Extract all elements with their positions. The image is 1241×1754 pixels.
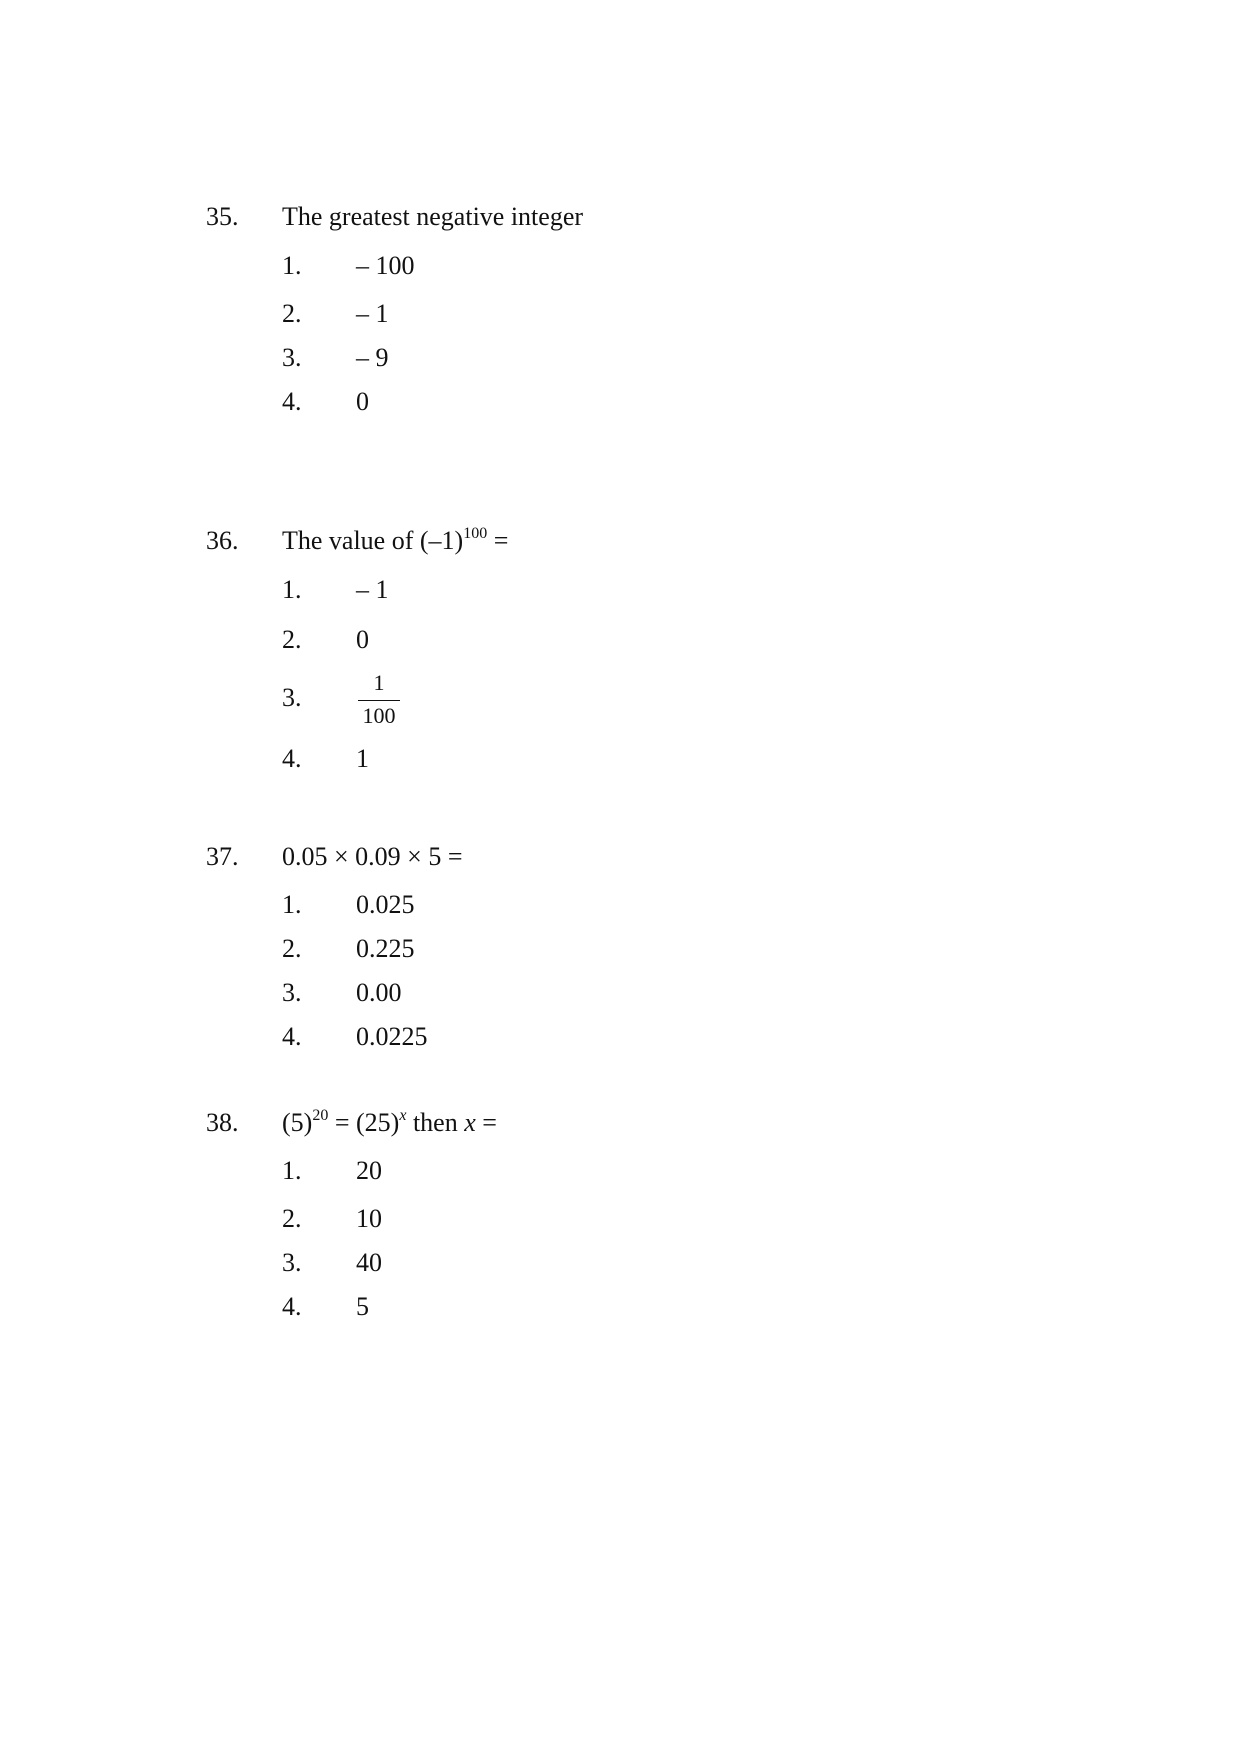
option-number: 3. — [282, 978, 302, 1007]
option-number: 3. — [282, 1248, 302, 1277]
fraction-numerator: 1 — [373, 670, 385, 695]
exponent: x — [399, 1107, 407, 1124]
option-value: 0.0225 — [356, 1022, 428, 1051]
option-number: 2. — [282, 299, 302, 328]
option-number: 3. — [282, 683, 302, 712]
question-text: The greatest negative integer — [282, 202, 584, 231]
option-value: 0.00 — [356, 978, 402, 1007]
option-value: 5 — [356, 1292, 369, 1321]
option-number: 2. — [282, 625, 302, 654]
option-value: 0 — [356, 387, 369, 416]
question-number: 35. — [206, 202, 239, 231]
option-value: 0 — [356, 625, 369, 654]
option-number: 4. — [282, 1292, 302, 1321]
question-text: $(5)^{20} = (25)^x$ then x = — [282, 1107, 497, 1137]
option-number: 4. — [282, 1022, 302, 1051]
option-value: 10 — [356, 1204, 382, 1233]
question-number: 38. — [206, 1108, 239, 1137]
fraction-denominator: 100 — [362, 703, 396, 728]
option-value: 0.225 — [356, 934, 415, 963]
option-value: 0.025 — [356, 890, 415, 919]
option-number: 1. — [282, 251, 302, 280]
question-number: 37. — [206, 842, 239, 871]
option-value: 20 — [356, 1156, 382, 1185]
option-value: – 9 — [356, 343, 389, 372]
option-number: 3. — [282, 343, 302, 372]
option-number: 1. — [282, 575, 302, 604]
exponent: 20 — [312, 1107, 329, 1124]
option-value: – 1 — [356, 575, 389, 604]
option-number: 4. — [282, 744, 302, 773]
fraction — [358, 670, 400, 729]
option-value: – 1 — [356, 299, 389, 328]
exponent: 100 — [463, 525, 488, 542]
question-text: The value of $(-1)^{100}$ = — [282, 525, 509, 555]
option-number: 1. — [282, 1156, 302, 1185]
question-text: 0.05 × 0.09 × 5 = — [282, 842, 463, 871]
option-number: 1. — [282, 890, 302, 919]
question-number: 36. — [206, 526, 239, 555]
option-value: 40 — [356, 1248, 382, 1277]
option-number: 2. — [282, 934, 302, 963]
option-value: – 100 — [356, 251, 415, 280]
option-number: 4. — [282, 387, 302, 416]
variable: x — [464, 1108, 476, 1137]
option-number: 2. — [282, 1204, 302, 1233]
option-value: 1 — [356, 744, 369, 773]
fraction-bar — [358, 700, 400, 701]
